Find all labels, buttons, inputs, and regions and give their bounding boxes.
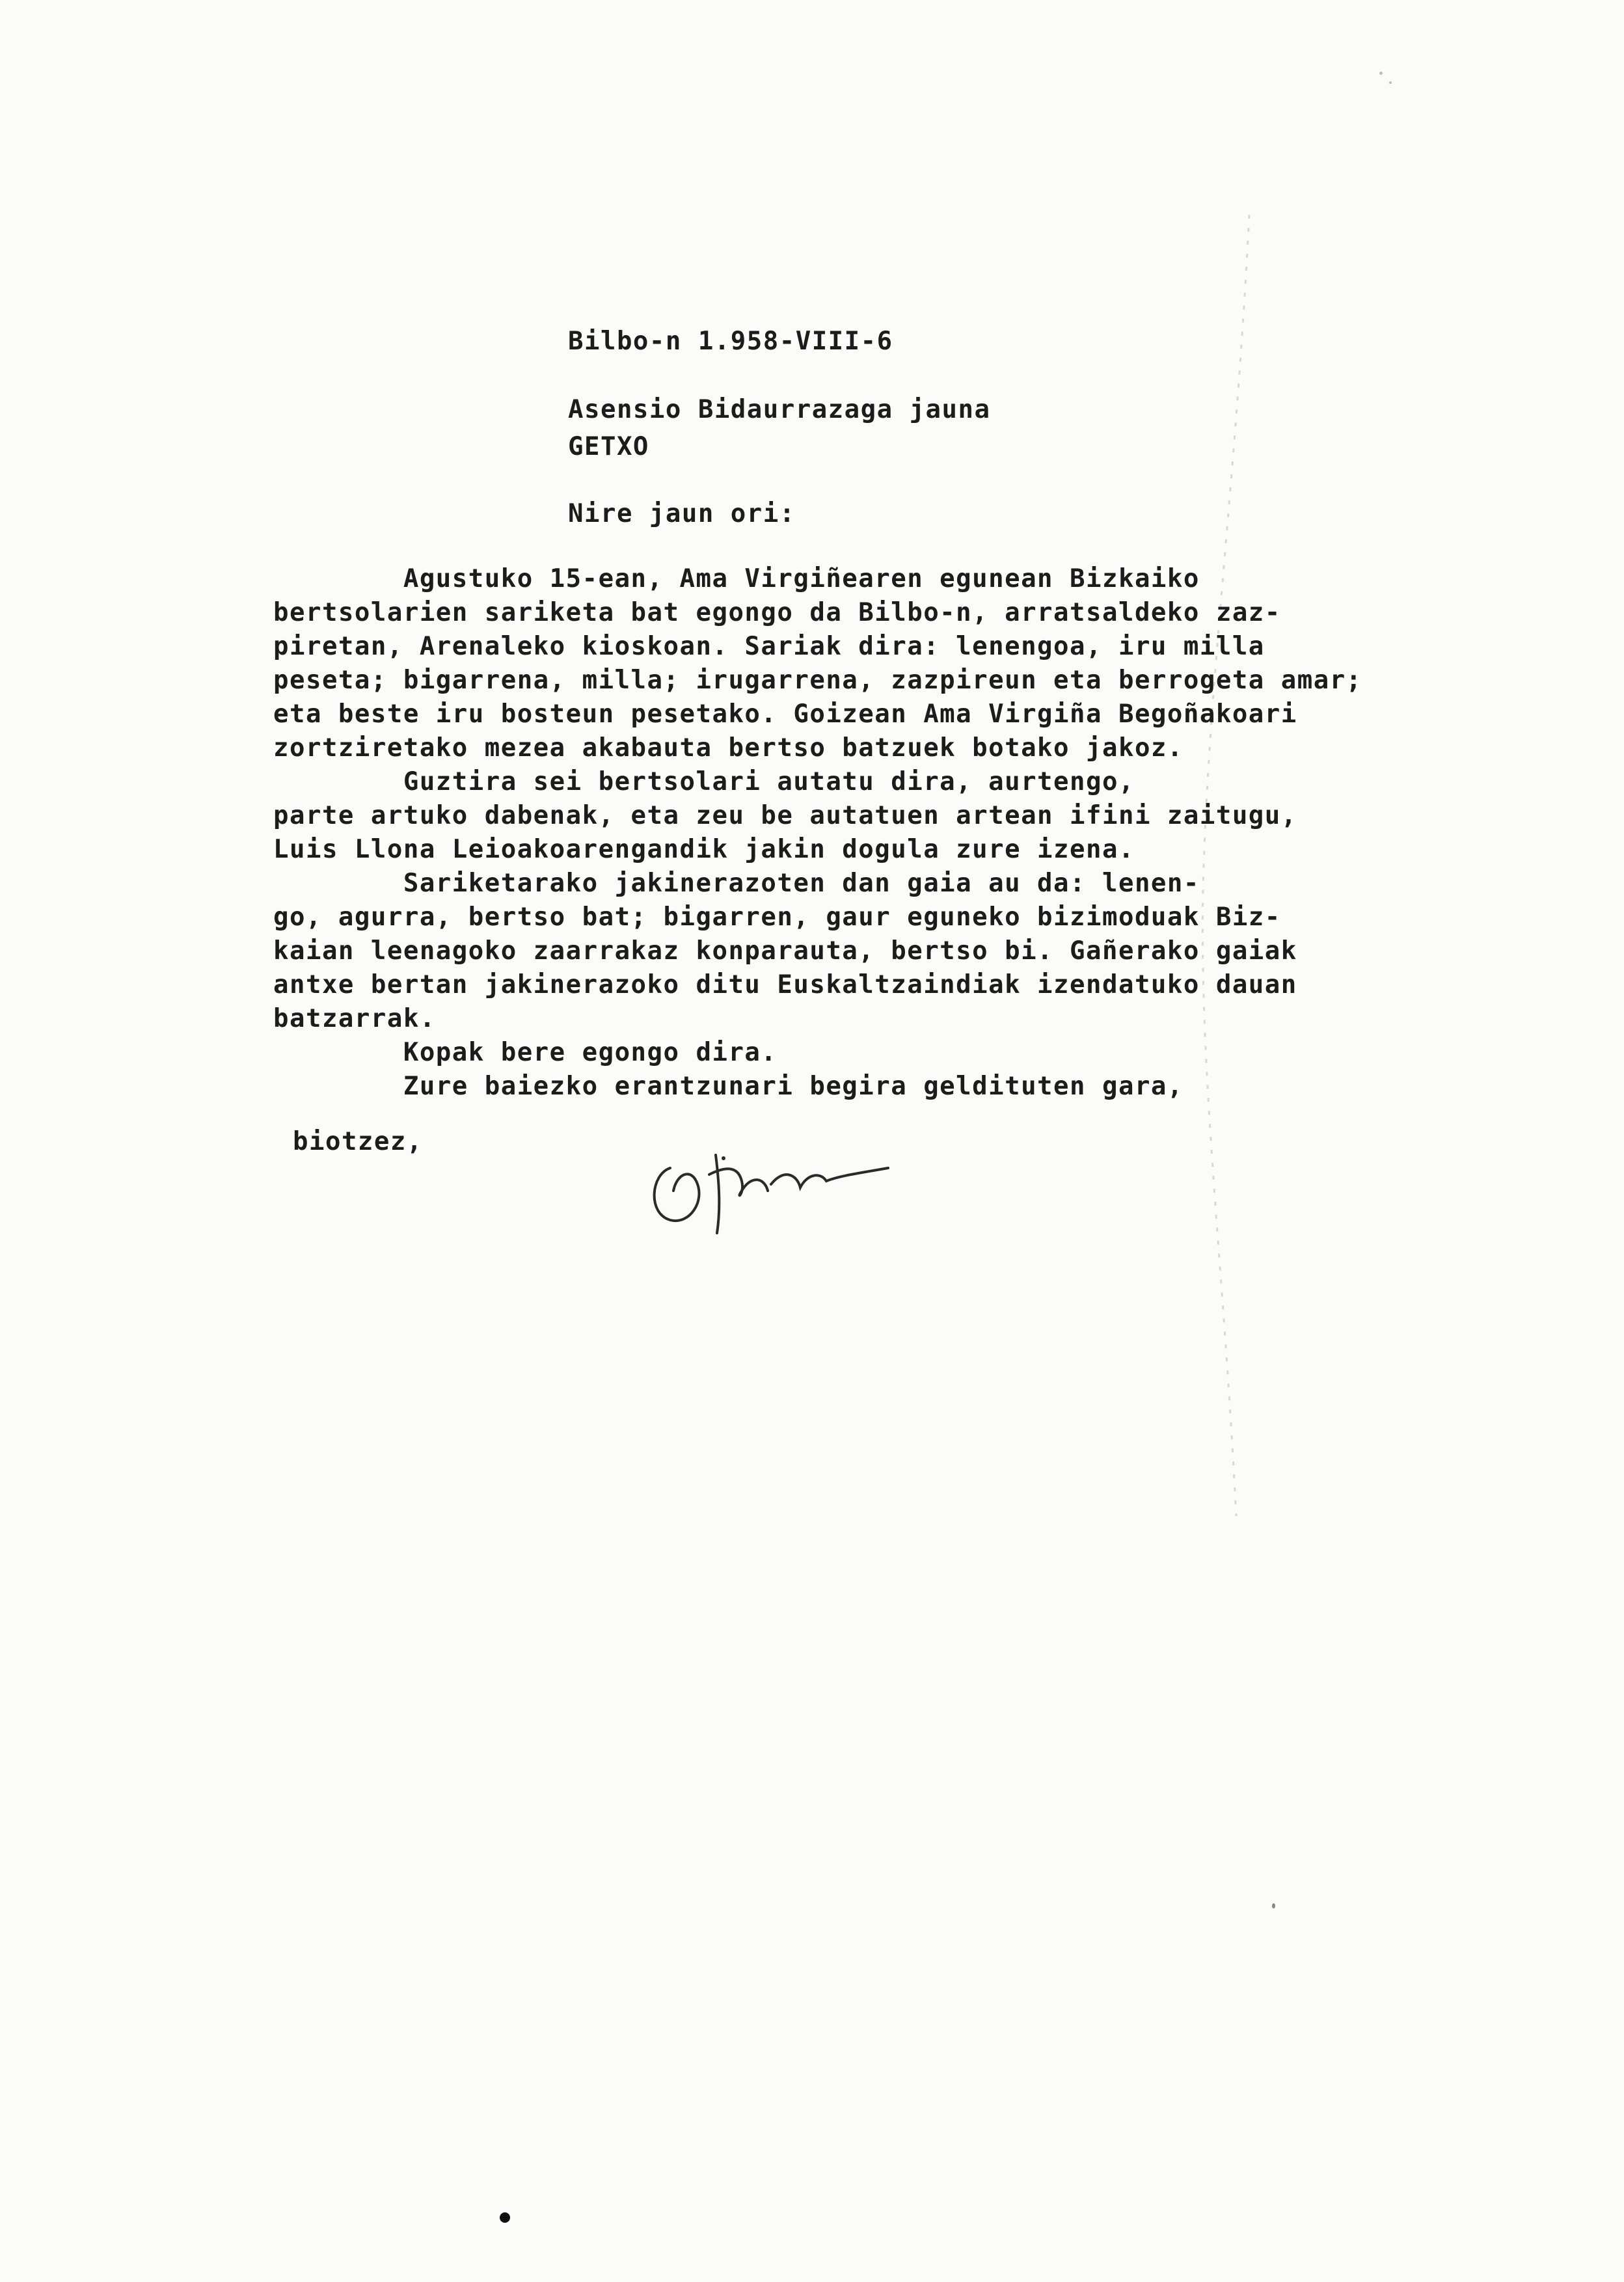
- ink-speck: [1272, 1903, 1275, 1908]
- ink-speck: [1379, 72, 1383, 75]
- ink-speck: [500, 2212, 510, 2223]
- body-line: Sariketarako jakinerazoten dan gaia au da: lenen-: [273, 869, 1200, 898]
- body-line: antxe bertan jakinerazoko ditu Euskaltzaindiak izendatuko dauan: [273, 970, 1297, 999]
- body-line: go, agurra, bertso bat; bigarren, gaur eguneko bizimoduak Biz-: [273, 903, 1281, 932]
- body-line: peseta; bigarrena, milla; irugarrena, zazpireun eta berrogeta amar;: [273, 666, 1362, 695]
- body-line: batzarrak.: [273, 1004, 436, 1033]
- body-line: Luis Llona Leioakoarengandik jakin dogula zure izena.: [273, 835, 1135, 864]
- body-line: zortziretako mezea akabauta bertso batzuek botako jakoz.: [273, 733, 1184, 763]
- recipient-place: GETXO: [568, 432, 649, 461]
- body-line: Kopak bere egongo dira.: [273, 1038, 778, 1067]
- body-line: parte artuko dabenak, eta zeu be autatuen artean ifini zaitugu,: [273, 801, 1297, 830]
- salutation: Nire jaun ori:: [568, 499, 796, 528]
- closing: biotzez,: [293, 1127, 423, 1156]
- body-line: kaian leenagoko zaarrakaz konparauta, bertso bi. Gañerako gaiak: [273, 936, 1297, 966]
- body-line: bertsolarien sariketa bat egongo da Bilbo-n, arratsaldeko zaz-: [273, 598, 1281, 627]
- recipient-name: Asensio Bidaurrazaga jauna: [568, 395, 991, 424]
- body-line: Guztira sei bertsolari autatu dira, aurtengo,: [273, 767, 1135, 796]
- body-line: eta beste iru bosteun pesetako. Goizean Ama Virgiña Begoñakoari: [273, 700, 1297, 729]
- ink-speck: [1389, 81, 1392, 84]
- letter-date: Bilbo-n 1.958-VIII-6: [568, 327, 893, 356]
- body-line: Zure baiezko erantzunari begira geldituten gara,: [273, 1072, 1184, 1101]
- body-line: piretan, Arenaleko kioskoan. Sariak dira: lenengoa, iru milla: [273, 632, 1265, 661]
- paper-fold-mark: [1197, 215, 1470, 1516]
- handwritten-signature: [644, 1129, 917, 1240]
- body-line: Agustuko 15-ean, Ama Virgiñearen egunean Bizkaiko: [273, 564, 1200, 593]
